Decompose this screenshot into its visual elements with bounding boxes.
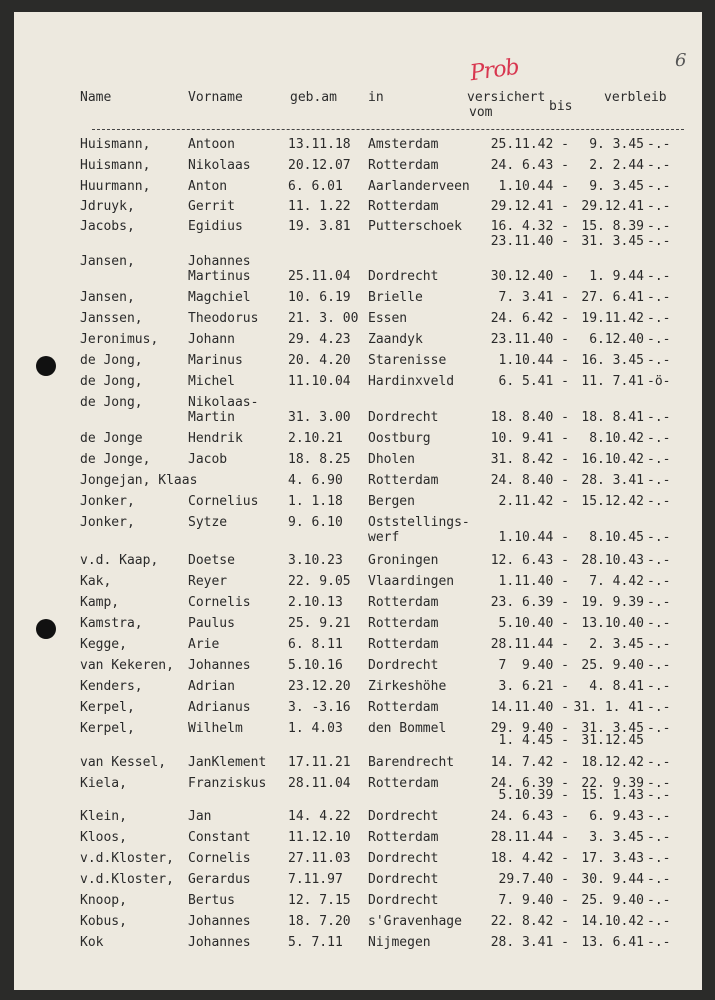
cell-name: Kiela, (80, 776, 127, 791)
cell-verbleib: -.- (647, 935, 671, 950)
cell-vorname: Bertus (188, 893, 235, 908)
cell-geb: 2.10.21 (288, 431, 343, 446)
cell-bis: 19. 9.39 (581, 595, 644, 610)
cell-vorname: Egidius (188, 219, 243, 234)
cell-bis: 18. 8.41 (581, 410, 644, 425)
cell-verbleib: -.- (647, 851, 671, 866)
cell-geb: 25. 9.21 (288, 616, 351, 631)
cell-verbleib: -.- (647, 179, 671, 194)
cell-geb: 5. 7.11 (288, 935, 343, 950)
cell-verbleib: -.- (647, 830, 671, 845)
cell-name: Jansen, (80, 290, 135, 305)
cell-ort: Dordrecht (368, 893, 439, 908)
cell-vorname: Johannes (188, 935, 251, 950)
cell-name: v.d.Kloster, (80, 872, 174, 887)
cell-name: de Jong, (80, 395, 143, 410)
cell-vom: 2.11.42 - (498, 494, 569, 509)
cell-vorname: Michel (188, 374, 235, 389)
cell-vorname: Arie (188, 637, 220, 652)
cell-name: van Kessel, (80, 755, 167, 770)
cell-geb: 5.10.16 (288, 658, 343, 673)
cell-name: v.d.Kloster, (80, 851, 174, 866)
cell-vorname: Martinus (188, 269, 251, 284)
cell-verbleib: -.- (647, 158, 671, 173)
cell-name: Kegge, (80, 637, 127, 652)
cell-vom: 10. 9.41 - (490, 431, 569, 446)
cell-name: Kamstra, (80, 616, 143, 631)
cell-vom: 1.10.44 - (498, 353, 569, 368)
cell-vom: 24. 6.43 - (490, 809, 569, 824)
cell-name: de Jong, (80, 353, 143, 368)
cell-geb: 29. 4.23 (288, 332, 351, 347)
cell-vom: 1.10.44 - (498, 179, 569, 194)
cell-vorname: Johannes (188, 658, 251, 673)
cell-geb: 3.10.23 (288, 553, 343, 568)
cell-verbleib: -.- (647, 199, 671, 214)
cell-vom: 5.10.39 - (498, 788, 569, 803)
cell-geb: 1. 1.18 (288, 494, 343, 509)
header-rule (92, 129, 684, 130)
cell-geb: 9. 6.10 (288, 515, 343, 530)
cell-vorname: Cornelius (188, 494, 259, 509)
cell-vorname: Nikolaas- (188, 395, 259, 410)
cell-bis: 15. 1.43 (581, 788, 644, 803)
cell-bis: 31. 3.45 (581, 721, 644, 736)
document-page (14, 12, 702, 990)
header-name: Name (80, 90, 112, 105)
cell-ort: Putterschoek (368, 219, 462, 234)
cell-vom: 18. 4.42 - (490, 851, 569, 866)
cell-ort: Starenisse (368, 353, 447, 368)
cell-bis: 8.10.42 (589, 431, 644, 446)
cell-name: Huismann, (80, 158, 151, 173)
cell-verbleib: -.- (647, 431, 671, 446)
cell-vom: 3. 6.21 - (498, 679, 569, 694)
cell-name: Jdruyk, (80, 199, 135, 214)
cell-vom: 12. 6.43 - (490, 553, 569, 568)
cell-bis: 9. 3.45 (589, 137, 644, 152)
cell-vorname: Constant (188, 830, 251, 845)
cell-geb: 11.12.10 (288, 830, 351, 845)
header-versichert: versichert (467, 90, 546, 105)
cell-name: Kobus, (80, 914, 127, 929)
cell-ort: Rotterdam (368, 637, 439, 652)
cell-vom: 1.10.44 - (498, 530, 569, 545)
cell-ort: Brielle (368, 290, 423, 305)
cell-vorname: Hendrik (188, 431, 243, 446)
cell-ort: Rotterdam (368, 616, 439, 631)
cell-verbleib: -.- (647, 872, 671, 887)
header-in: in (368, 90, 384, 105)
cell-name: Kenders, (80, 679, 143, 694)
cell-ort: Zaandyk (368, 332, 423, 347)
cell-ort: Dordrecht (368, 410, 439, 425)
cell-verbleib: -.- (647, 219, 671, 234)
cell-vorname: Antoon (188, 137, 235, 152)
cell-verbleib: -.- (647, 679, 671, 694)
cell-verbleib: -.- (647, 473, 671, 488)
cell-geb: 3. -3.16 (288, 700, 351, 715)
cell-geb: 28.11.04 (288, 776, 351, 791)
cell-ort: Oostburg (368, 431, 431, 446)
cell-ort: Barendrecht (368, 755, 455, 770)
cell-name: Kok (80, 935, 104, 950)
cell-geb: 22. 9.05 (288, 574, 351, 589)
cell-ort: Rotterdam (368, 473, 439, 488)
cell-vorname: Cornelis (188, 595, 251, 610)
cell-ort: Rotterdam (368, 830, 439, 845)
cell-bis: 25. 9.40 (581, 658, 644, 673)
cell-geb: 17.11.21 (288, 755, 351, 770)
cell-bis: 22. 9.39 (581, 776, 644, 791)
cell-vom: 1. 4.45 - (498, 733, 569, 748)
cell-vorname: Magchiel (188, 290, 251, 305)
cell-bis: 15. 8.39 (581, 219, 644, 234)
cell-vom: 24. 6.43 - (490, 158, 569, 173)
cell-vorname: JanKlement (188, 755, 267, 770)
cell-bis: 14.10.42 (581, 914, 644, 929)
header-vorname: Vorname (188, 90, 243, 105)
cell-name: Kerpel, (80, 700, 135, 715)
cell-name: Janssen, (80, 311, 143, 326)
cell-verbleib: -ö- (647, 374, 671, 389)
cell-geb: 14. 4.22 (288, 809, 351, 824)
cell-bis: 2. 2.44 (589, 158, 644, 173)
cell-vom: 22. 8.42 - (490, 914, 569, 929)
cell-bis: 11. 7.41 (581, 374, 644, 389)
cell-geb: 21. 3. 00 (288, 311, 359, 326)
cell-verbleib: -.- (647, 234, 671, 249)
cell-vorname: Paulus (188, 616, 235, 631)
cell-name: Kerpel, (80, 721, 135, 736)
cell-ort: Vlaardingen (368, 574, 455, 589)
punch-hole (36, 619, 56, 639)
cell-ort: Dholen (368, 452, 415, 467)
cell-bis: 16.10.42 (581, 452, 644, 467)
handwritten-stamp: Prob (468, 54, 521, 87)
cell-vorname: Marinus (188, 353, 243, 368)
cell-vorname: Theodorus (188, 311, 259, 326)
cell-vom: 7. 3.41 - (498, 290, 569, 305)
cell-name: Jonker, (80, 494, 135, 509)
cell-vorname: Doetse (188, 553, 235, 568)
cell-ort: Bergen (368, 494, 415, 509)
cell-geb: 2.10.13 (288, 595, 343, 610)
cell-vorname: Franziskus (188, 776, 267, 791)
cell-vom: 24. 6.39 - (490, 776, 569, 791)
cell-ort: Dordrecht (368, 658, 439, 673)
cell-ort: Dordrecht (368, 872, 439, 887)
cell-verbleib: -.- (647, 616, 671, 631)
cell-geb: 18. 7.20 (288, 914, 351, 929)
cell-name: Huismann, (80, 137, 151, 152)
cell-name: Jongejan, Klaas (80, 473, 198, 488)
cell-geb: 12. 7.15 (288, 893, 351, 908)
cell-bis: 31.12.45 (581, 733, 644, 748)
cell-geb: 20. 4.20 (288, 353, 351, 368)
cell-bis: 30. 9.44 (581, 872, 644, 887)
cell-bis: 4. 8.41 (589, 679, 644, 694)
cell-ort: Oststellings- (368, 515, 470, 530)
cell-vom: 23.11.40 - (490, 332, 569, 347)
cell-geb: 11. 1.22 (288, 199, 351, 214)
cell-vorname: Adrian (188, 679, 235, 694)
cell-bis: 15.12.42 (581, 494, 644, 509)
cell-verbleib: -.- (647, 290, 671, 305)
cell-vom: 7 9.40 - (498, 658, 569, 673)
cell-vom: 30.12.40 - (490, 269, 569, 284)
cell-ort: den Bommel (368, 721, 447, 736)
cell-geb: 11.10.04 (288, 374, 351, 389)
header-geb: geb.am (290, 90, 337, 105)
cell-ort: Rotterdam (368, 158, 439, 173)
cell-vom: 7. 9.40 - (498, 893, 569, 908)
cell-bis: 9. 3.45 (589, 179, 644, 194)
cell-verbleib: -.- (647, 788, 671, 803)
cell-verbleib: -.- (647, 658, 671, 673)
cell-vom: 28.11.44 - (490, 637, 569, 652)
cell-ort: Zirkeshöhe (368, 679, 447, 694)
cell-vorname: Adrianus (188, 700, 251, 715)
cell-verbleib: -.- (647, 776, 671, 791)
cell-verbleib: -.- (647, 893, 671, 908)
cell-geb: 18. 8.25 (288, 452, 351, 467)
cell-verbleib: -.- (647, 721, 671, 736)
cell-bis: 19.11.42 (581, 311, 644, 326)
cell-geb: 27.11.03 (288, 851, 351, 866)
cell-verbleib: -.- (647, 914, 671, 929)
cell-bis: 1. 9.44 (589, 269, 644, 284)
cell-vorname: Gerrit (188, 199, 235, 214)
cell-vom: 25.11.42 - (490, 137, 569, 152)
cell-bis: 27. 6.41 (581, 290, 644, 305)
cell-ort: Amsterdam (368, 137, 439, 152)
cell-name: Jansen, (80, 254, 135, 269)
cell-bis: 29.12.41 (581, 199, 644, 214)
cell-verbleib: -.- (647, 530, 671, 545)
cell-verbleib: -.- (647, 137, 671, 152)
cell-bis: 31. 3.45 (581, 234, 644, 249)
cell-bis: 3. 3.45 (589, 830, 644, 845)
cell-vorname: Anton (188, 179, 228, 194)
header-vom: vom (469, 105, 493, 120)
cell-ort: Rotterdam (368, 776, 439, 791)
cell-vom: 29.7.40 - (498, 872, 569, 887)
cell-vom: 29. 9.40 - (490, 721, 569, 736)
header-verbleib: verbleib (604, 90, 667, 105)
cell-geb: 4. 6.90 (288, 473, 343, 488)
cell-verbleib: -.- (647, 410, 671, 425)
cell-vorname: Reyer (188, 574, 228, 589)
cell-vom: 6. 5.41 - (498, 374, 569, 389)
cell-verbleib: -.- (647, 700, 671, 715)
cell-geb: 19. 3.81 (288, 219, 351, 234)
cell-verbleib: -.- (647, 553, 671, 568)
cell-geb: 1. 4.03 (288, 721, 343, 736)
cell-ort: Dordrecht (368, 809, 439, 824)
cell-name: v.d. Kaap, (80, 553, 159, 568)
cell-name: Jeronimus, (80, 332, 159, 347)
cell-bis: 17. 3.43 (581, 851, 644, 866)
cell-geb: 13.11.18 (288, 137, 351, 152)
cell-bis: 13.10.40 (581, 616, 644, 631)
cell-name: de Jonge (80, 431, 143, 446)
cell-ort: Essen (368, 311, 408, 326)
cell-geb: 25.11.04 (288, 269, 351, 284)
cell-ort: Groningen (368, 553, 439, 568)
cell-name: Huurmann, (80, 179, 151, 194)
cell-name: de Jong, (80, 374, 143, 389)
cell-ort: s'Gravenhage (368, 914, 462, 929)
cell-vorname: Jacob (188, 452, 228, 467)
cell-vom: 18. 8.40 - (490, 410, 569, 425)
cell-vom: 31. 8.42 - (490, 452, 569, 467)
header-bis: bis (549, 99, 573, 114)
cell-ort: Hardinxveld (368, 374, 455, 389)
cell-vom: 14. 7.42 - (490, 755, 569, 770)
cell-bis: 25. 9.40 (581, 893, 644, 908)
cell-geb: 7.11.97 (288, 872, 343, 887)
cell-verbleib: -.- (647, 353, 671, 368)
cell-verbleib: -.- (647, 755, 671, 770)
cell-verbleib: -.- (647, 452, 671, 467)
cell-ort: Rotterdam (368, 199, 439, 214)
cell-name: van Kekeren, (80, 658, 174, 673)
cell-name: Jacobs, (80, 219, 135, 234)
cell-geb: 6. 8.11 (288, 637, 343, 652)
cell-geb: 23.12.20 (288, 679, 351, 694)
cell-vorname: Martin (188, 410, 235, 425)
cell-vorname: Cornelis (188, 851, 251, 866)
cell-verbleib: -.- (647, 269, 671, 284)
cell-bis: 7. 4.42 (589, 574, 644, 589)
cell-vorname: Johann (188, 332, 235, 347)
cell-ort: Aarlanderveen (368, 179, 470, 194)
cell-vom: 24. 8.40 - (490, 473, 569, 488)
cell-vom: 5.10.40 - (498, 616, 569, 631)
cell-vom: 28. 3.41 - (490, 935, 569, 950)
cell-ort: werf (368, 530, 400, 545)
cell-name: Klein, (80, 809, 127, 824)
page-number: 6 (675, 50, 687, 71)
cell-vom: 16. 4.32 - (490, 219, 569, 234)
cell-verbleib: -.- (647, 494, 671, 509)
cell-geb: 20.12.07 (288, 158, 351, 173)
cell-vom: 23.11.40 - (490, 234, 569, 249)
cell-vom: 29.12.41 - (490, 199, 569, 214)
cell-vorname: Wilhelm (188, 721, 243, 736)
cell-name: Jonker, (80, 515, 135, 530)
cell-bis: 2. 3.45 (589, 637, 644, 652)
cell-bis: 31. 1. 41 (573, 700, 644, 715)
cell-vorname: Jan (188, 809, 212, 824)
cell-vom: 14.11.40 - (490, 700, 569, 715)
cell-vorname: Sytze (188, 515, 228, 530)
cell-name: Kloos, (80, 830, 127, 845)
cell-ort: Rotterdam (368, 595, 439, 610)
cell-bis: 28. 3.41 (581, 473, 644, 488)
cell-geb: 31. 3.00 (288, 410, 351, 425)
cell-vorname: Johannes (188, 254, 251, 269)
cell-vom: 23. 6.39 - (490, 595, 569, 610)
cell-bis: 18.12.42 (581, 755, 644, 770)
cell-name: Kak, (80, 574, 112, 589)
cell-geb: 10. 6.19 (288, 290, 351, 305)
cell-verbleib: -.- (647, 595, 671, 610)
cell-vorname: Nikolaas (188, 158, 251, 173)
cell-vom: 24. 6.42 - (490, 311, 569, 326)
cell-geb: 6. 6.01 (288, 179, 343, 194)
cell-vorname: Johannes (188, 914, 251, 929)
cell-ort: Dordrecht (368, 269, 439, 284)
cell-bis: 8.10.45 (589, 530, 644, 545)
cell-ort: Rotterdam (368, 700, 439, 715)
cell-name: Knoop, (80, 893, 127, 908)
cell-verbleib: -.- (647, 637, 671, 652)
cell-vom: 28.11.44 - (490, 830, 569, 845)
cell-bis: 16. 3.45 (581, 353, 644, 368)
cell-name: de Jonge, (80, 452, 151, 467)
cell-ort: Dordrecht (368, 851, 439, 866)
cell-bis: 6. 9.43 (589, 809, 644, 824)
cell-verbleib: -.- (647, 574, 671, 589)
cell-bis: 13. 6.41 (581, 935, 644, 950)
cell-bis: 6.12.40 (589, 332, 644, 347)
cell-bis: 28.10.43 (581, 553, 644, 568)
cell-verbleib: -.- (647, 311, 671, 326)
cell-vorname: Gerardus (188, 872, 251, 887)
cell-ort: Nijmegen (368, 935, 431, 950)
cell-name: Kamp, (80, 595, 120, 610)
cell-verbleib: -.- (647, 332, 671, 347)
cell-vom: 1.11.40 - (498, 574, 569, 589)
punch-hole (36, 356, 56, 376)
cell-verbleib: -.- (647, 809, 671, 824)
